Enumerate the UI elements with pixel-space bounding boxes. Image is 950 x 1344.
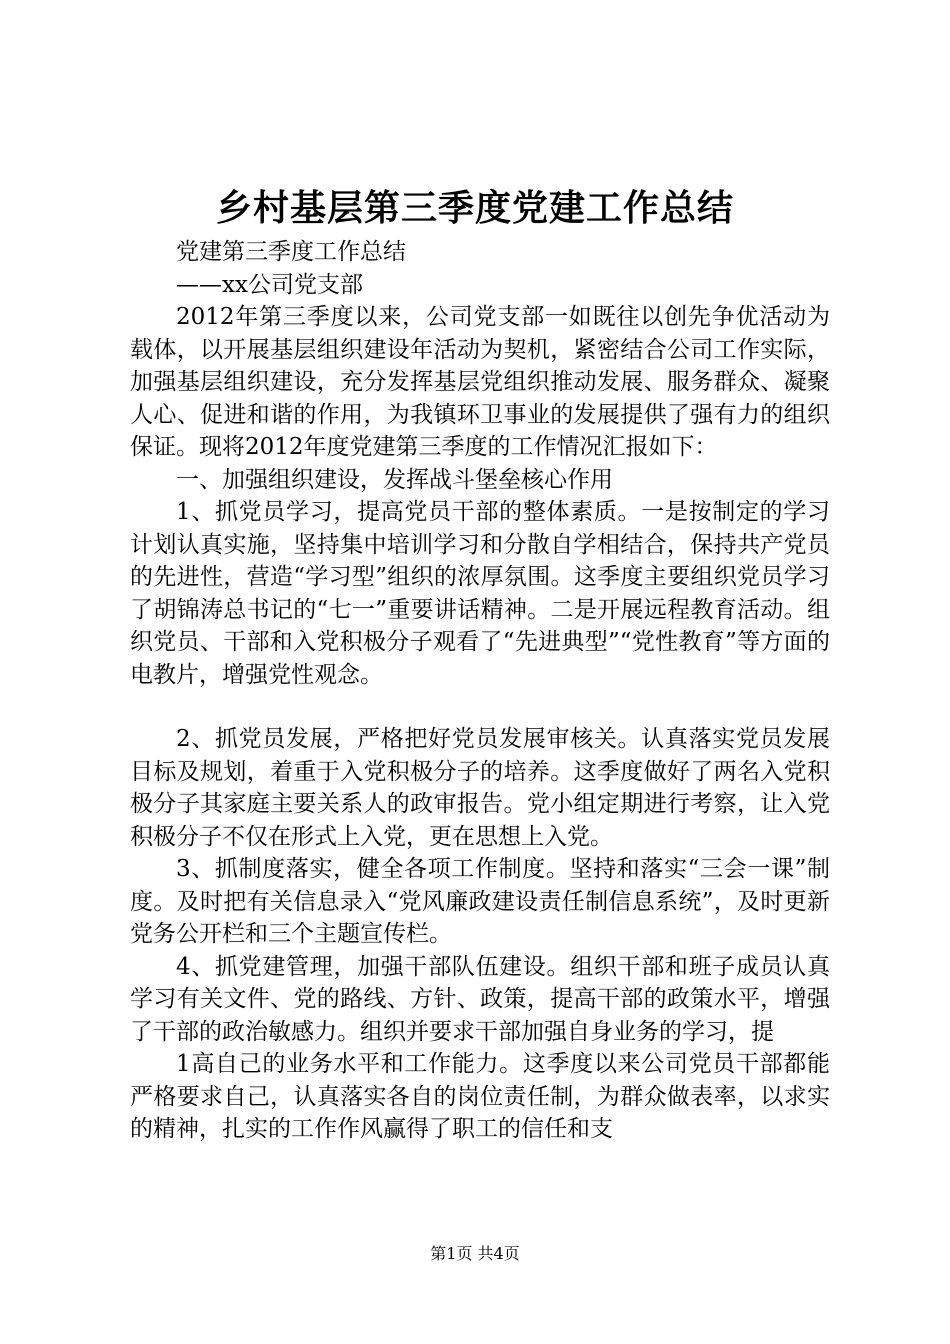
section-heading: 一、加强组织建设，发挥战斗堡垒核心作用	[176, 466, 613, 493]
page-number-footer: 第1页 共4页	[430, 1244, 520, 1263]
item-4-paragraph: 4、抓党建管理，加强干部队伍建设。组织干部和班子成员认真学习有关文件、党的路线、方针、政策，提高干部的政策水平，增强了干部的政治敏感力。组织并要求干部加强自身业务的学习，提	[130, 953, 830, 1045]
item-3-paragraph: 3、抓制度落实，健全各项工作制度。坚持和落实“三会一课”制度。及时把有关信息录入“党风廉政建设责任制信息系统”，及时更新党务公开栏和三个主题宣传栏。	[130, 856, 830, 947]
author-paragraph: ——xx公司党支部	[176, 271, 363, 298]
item-2-paragraph: 2、抓党员发展，严格把好党员发展审核关。认真落实党员发展目标及规划，着重于入党积极分子的培养。这季度做好了两名入党积极分子其家庭主要关系人的政审报告。党小组定期进行考察，让入党积极分子不仅在形式上入党，更在思想上入党。	[130, 726, 830, 850]
subtitle-paragraph: 党建第三季度工作总结	[176, 239, 406, 265]
document-title: 乡村基层第三季度党建工作总结	[215, 187, 734, 229]
intro-paragraph: 2012年第三季度以来，公司党支部一如既往以创先争优活动为载体，以开展基层组织建设年活动为契机，紧密结合公司工作实际，加强基层组织建设，充分发挥基层党组织推动发展、服务群众、凝聚人心、促进和谐的作用，为我镇环卫事业的发展提供了强有力的组织保证。现将2012年度党建第三季度的工作情况汇报如下：	[130, 304, 830, 460]
item-1-paragraph: 1、抓党员学习，提高党员干部的整体素质。一是按制定的学习计划认真实施，坚持集中培训学习和分散自学相结合，保持共产党员的先进性，营造“学习型”组织的浓厚氛围。这季度主要组织党员学习了胡锦涛总书记的“七一”重要讲话精神。二是开展远程教育活动。组织党员、干部和入党积极分子观看了“先进典型”“党性教育”等方面的电教片，增强党性观念。	[130, 499, 830, 688]
continuation-paragraph: 1高自己的业务水平和工作能力。这季度以来公司党员干部都能严格要求自己，认真落实各自的岗位责任制，为群众做表率，以求实的精神，扎实的工作作风赢得了职工的信任和支	[130, 1051, 830, 1142]
document-body	[130, 236, 830, 1146]
